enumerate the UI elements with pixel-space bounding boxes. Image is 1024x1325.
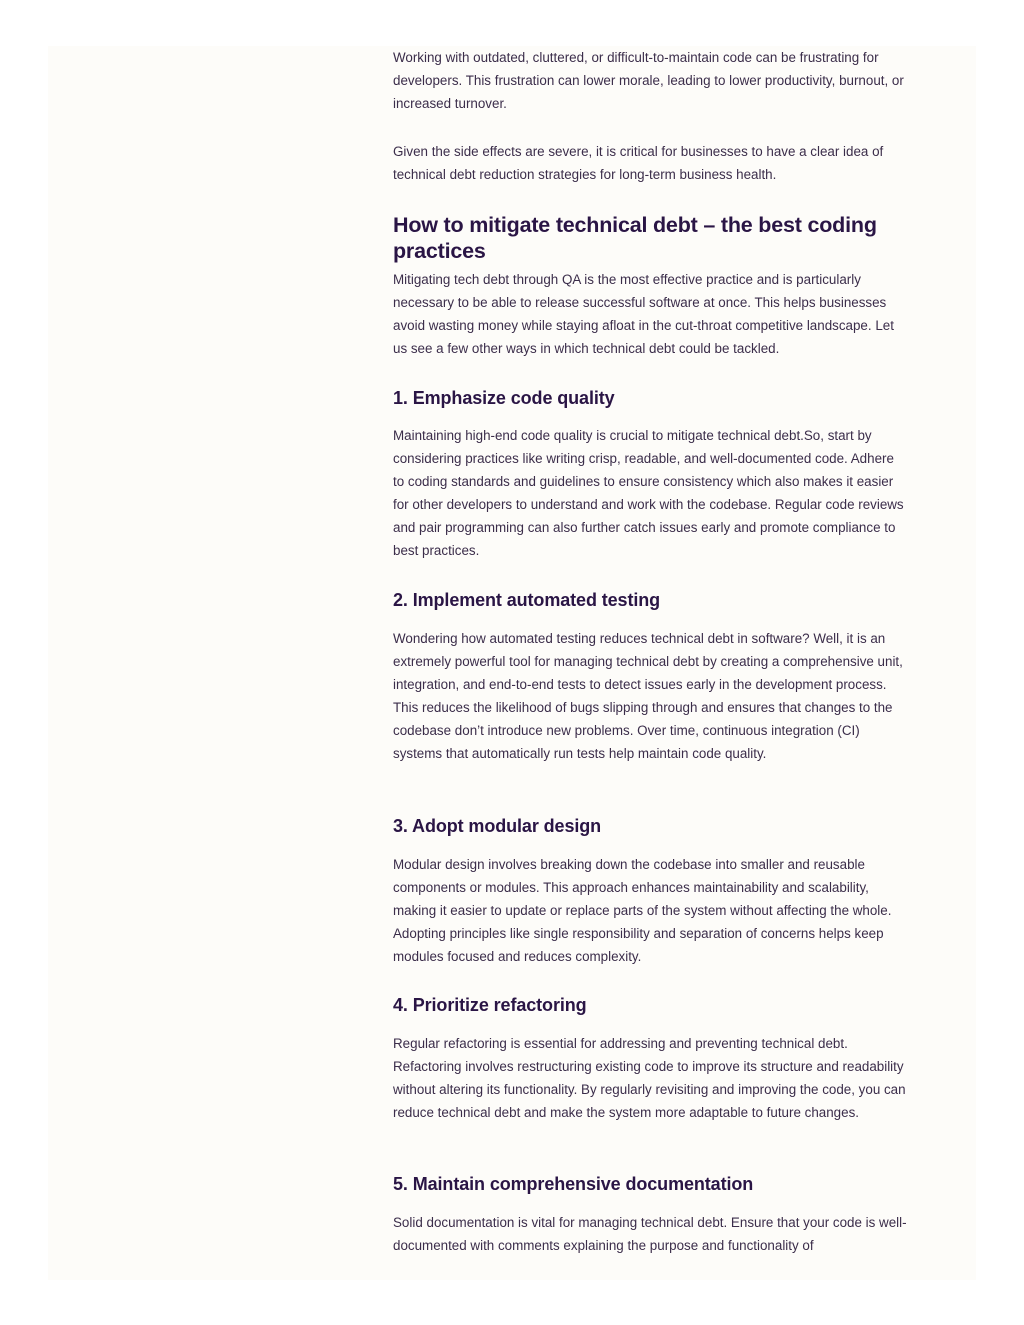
section-body-automated-testing-b: This reduces the likelihood of bugs slipping through and ensures that changes to the codebase don’t introduce new problems. Over time, continuous integration (CI) systems that automatically run tests help maintain code quality. (393, 700, 893, 762)
section-body-documentation: Solid documentation is vital for managing technical debt. Ensure that your code is well-documented with comments explaining the purpose and functionality of (393, 1215, 907, 1254)
paragraph-side-effects: Given the side effects are severe, it is critical for businesses to have a clear idea of technical debt reduction strategies for long-term business health. (393, 144, 884, 183)
section-heading-documentation: 5. Maintain comprehensive documentation (393, 1174, 754, 1194)
section-body-automated-testing (393, 627, 908, 766)
section-body-modular-design: Modular design involves breaking down the codebase into smaller and reusable components or modules. This approach enhances maintainability and scalability, making it easier to update or replace parts of the system without affecting the whole. Adopting principles like single responsibility and separation of concerns helps keep modules focused and reduces complexity. (393, 857, 892, 965)
section-heading-code-quality: 1. Emphasize code quality (393, 388, 615, 408)
section-heading-modular-design: 3. Adopt modular design (393, 816, 602, 836)
section-body-automated-testing-a: Wondering how automated testing reduces technical debt in software? Well, it is an extremely powerful tool for managing technical debt by creating a comprehensive unit, integration, and end-to-end tests to detect issues early in the development process. (393, 631, 903, 693)
section-body-code-quality: Maintaining high-end code quality is crucial to mitigate technical debt.So, start by considering practices like writing crisp, readable, and well-documented code. Adhere to coding standards and guidelines to ensure consistency which also makes it easier for other developers to understand and work with the codebase. Regular code reviews and pair programming can also further catch issues early and promote compliance to best practices. (393, 428, 904, 559)
paragraph-morale: Working with outdated, cluttered, or difficult-to-maintain code can be frustrating for developers. This frustration can lower morale, leading to lower productivity, burnout, or increased turnover. (393, 50, 904, 112)
main-heading: How to mitigate technical debt – the best coding practices (393, 213, 877, 263)
section-heading-refactoring: 4. Prioritize refactoring (393, 995, 587, 1015)
section-heading-automated-testing: 2. Implement automated testing (393, 590, 661, 610)
paragraph-intro: Mitigating tech debt through QA is the most effective practice and is particularly necessary to be able to release successful software at once. This helps businesses avoid wasting money while staying afloat in the cut-throat competitive landscape. Let us see a few other ways in which technical debt could be tackled. (393, 272, 894, 357)
section-body-refactoring: Regular refactoring is essential for addressing and preventing technical debt. Refactoring involves restructuring existing code to improve its structure and readability without altering its functionality. By regularly revisiting and improving the code, you can reduce technical debt and make the system more adaptable to future changes. (393, 1036, 906, 1121)
